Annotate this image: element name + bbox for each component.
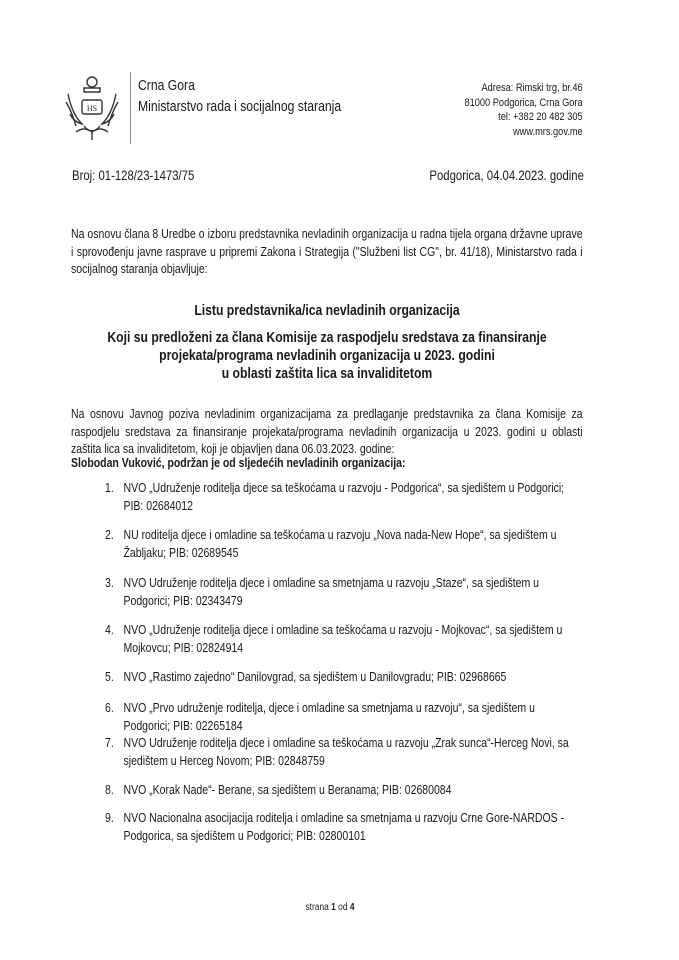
item-number: 7. bbox=[105, 736, 114, 750]
address-line: 81000 Podgorica, Crna Gora bbox=[464, 96, 583, 109]
item-number: 5. bbox=[105, 670, 114, 684]
organization-item bbox=[105, 735, 575, 770]
header-divider bbox=[130, 72, 131, 144]
footer-of: od bbox=[335, 902, 350, 913]
subtitle-line: projekata/programa nevladinih organizacija u 2023. godini bbox=[159, 348, 495, 364]
candidate-heading: Slobodan Vuković, podržan je od sljedećih nevladinih organizacija: bbox=[71, 456, 406, 470]
item-number: 1. bbox=[105, 481, 114, 495]
footer-label: strana bbox=[305, 902, 332, 913]
item-text: NVO „Udruženje roditelja djece i omladine sa teškoćama u razvoju - Mojkovac“, sa sjedištem u Mojkovcu; PIB: 02824914 bbox=[123, 623, 563, 655]
item-text: NVO Nacionalna asocijacija roditelja i omladine sa smetnjama u razvoju Crne Gore-NARDOS - Podgorica, sa sjedištem u Podgorici; PIB: 02800101 bbox=[123, 811, 565, 843]
organization-item bbox=[105, 622, 575, 657]
item-text: NVO „Udruženje roditelja djece sa teškoćama u razvoju - Podgorica“, sa sjedištem u Podgorici; PIB: 02684012 bbox=[123, 481, 565, 513]
item-text: NVO Udruženje roditelja djece i omladine sa teškoćama u razvoju „Zrak sunca“-Herceg Novi, sa sjedištem u Herceg Novom; PIB: 02848759 bbox=[123, 736, 569, 768]
subtitle-line: u oblasti zaštita lica sa invaliditetom bbox=[221, 366, 433, 382]
item-text: NVO Udruženje roditelja djece i omladine sa smetnjama u razvoju „Staze“, sa sjedištem u Podgorici; PIB: 02343479 bbox=[123, 576, 540, 608]
document-date: Podgorica, 04.04.2023. godine bbox=[429, 168, 584, 183]
item-text: NVO „Rastimo zajedno“ Danilovgrad, sa sjedištem u Danilovgradu; PIB: 02968665 bbox=[123, 670, 507, 684]
intro-paragraph: Na osnovu člana 8 Uredbe o izboru predstavnika nevladinih organizacija u radna tijela organa državne uprave i sprovođenju javne rasprave u pripremi Zakona i Strategija ("Službeni list CG", br. 41/18), Ministarstvo rada i socijalnog staranja objavljuje: bbox=[71, 227, 583, 276]
current-page: 1 bbox=[331, 902, 336, 913]
item-number: 3. bbox=[105, 576, 114, 590]
total-pages: 4 bbox=[349, 902, 355, 913]
svg-text:HS: HS bbox=[86, 104, 98, 113]
document-subtitle bbox=[75, 329, 579, 383]
item-number: 8. bbox=[105, 783, 114, 797]
organization-item bbox=[105, 810, 575, 845]
address-line: Adresa: Rimski trg, br.46 bbox=[481, 82, 583, 94]
page-footer bbox=[246, 902, 414, 913]
coat-of-arms-logo bbox=[62, 72, 122, 144]
country-name: Crna Gora bbox=[138, 78, 195, 94]
call-paragraph: Na osnovu Javnog poziva nevladinim organizacijama za predlaganje predstavnika za člana Komisije za raspodjelu sredstava za finansiranje projekata/programa nevladinih organizacija u 2023. godini u oblasti zaštita lica sa invaliditetom, koji je objavljen dana 06.03.2023. godine: bbox=[71, 407, 583, 456]
subtitle-line: Koji su predloženi za člana Komisije za raspodjelu sredstava za finansiranje bbox=[107, 330, 547, 346]
item-number: 9. bbox=[105, 811, 114, 825]
organization-item bbox=[105, 575, 575, 610]
ministry-name: Ministarstvo rada i socijalnog staranja bbox=[138, 99, 342, 115]
organization-item bbox=[105, 782, 575, 800]
item-number: 2. bbox=[105, 528, 114, 542]
item-number: 4. bbox=[105, 623, 114, 637]
website-link[interactable]: www.mrs.gov.me bbox=[513, 125, 583, 138]
organization-item bbox=[105, 527, 575, 562]
reference-number: Broj: 01-128/23-1473/75 bbox=[72, 168, 195, 183]
document-title: Listu predstavnika/ica nevladinih organizacija bbox=[194, 303, 460, 319]
address-block bbox=[465, 81, 583, 139]
item-text: NVO „Korak Nade“- Berane, sa sjedištem u Beranama; PIB: 02680084 bbox=[123, 783, 452, 797]
item-text: NU roditelja djece i omladine sa teškoćama u razvoju „Nova nada-New Hope“, sa sjedištem u Žabljaku; PIB: 02689545 bbox=[123, 528, 557, 560]
item-number: 6. bbox=[105, 701, 114, 715]
organization-item bbox=[105, 669, 575, 687]
item-text: NVO „Prvo udruženje roditelja, djece i omladine sa smetnjama u razvoju“, sa sjedištem u Podgorici; PIB: 02265184 bbox=[123, 701, 535, 733]
organization-item bbox=[105, 700, 575, 735]
organization-item bbox=[105, 480, 575, 515]
address-line: tel: +382 20 482 305 bbox=[498, 111, 583, 123]
